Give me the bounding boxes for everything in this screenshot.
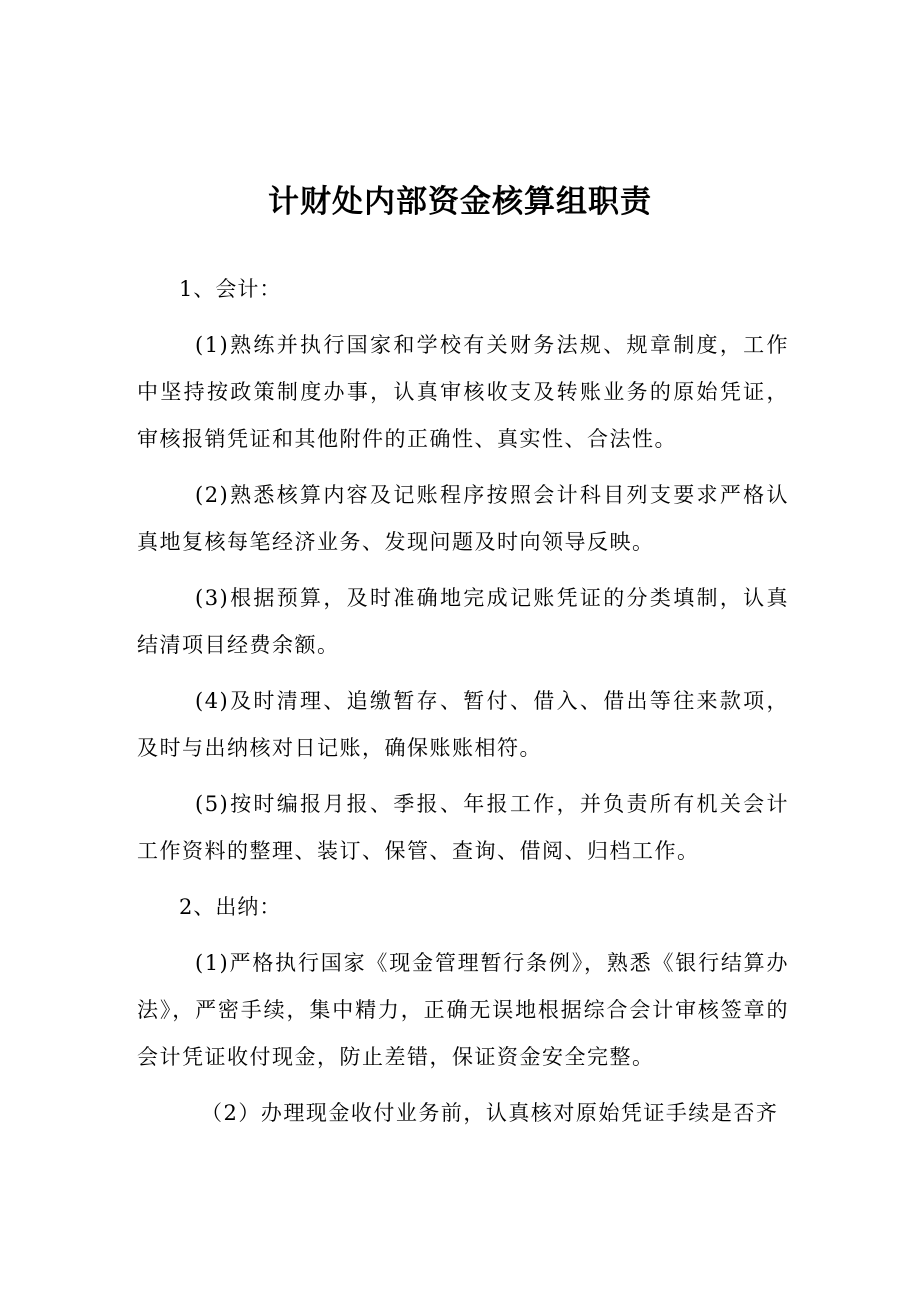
duty-item: (2)熟悉核算内容及记账程序按照会计科目列支要求严格认真地复核每笔经济业务、发现问题及时向领导反映。: [137, 483, 789, 554]
duty-item: (4)及时清理、追缴暂存、暂付、借入、借出等往来款项，及时与出纳核对日记账，确保账账相符。: [137, 689, 789, 760]
duty-item: (5)按时编报月报、季报、年报工作，并负责所有机关会计工作资料的整理、装订、保管、查询、借阅、归档工作。: [137, 792, 789, 863]
duty-item: (1)熟练并执行国家和学校有关财务法规、规章制度，工作中坚持按政策制度办事，认真审核收支及转账业务的原始凭证，审核报销凭证和其他附件的正确性、真实性、合法性。: [137, 333, 789, 451]
duty-item: (1)严格执行国家《现金管理暂行条例》，熟悉《银行结算办法》，严密手续，集中精力，正确无误地根据综合会计审核签章的会计凭证收付现金，防止差错，保证资金安全完整。: [137, 951, 789, 1069]
section-heading: 2、出纳：: [179, 895, 282, 919]
section-accounting: [137, 266, 789, 875]
section-cashier: [137, 884, 789, 1137]
document-title: 计财处内部资金核算组职责: [268, 184, 652, 220]
section-heading: 1、会计：: [179, 277, 282, 301]
duty-item: （2）办理现金收付业务前，认真核对原始凭证手续是否齐: [201, 1101, 779, 1125]
document-body: [137, 266, 789, 1146]
duty-item: (3)根据预算，及时准确地完成记账凭证的分类填制，认真结清项目经费余额。: [137, 586, 789, 657]
